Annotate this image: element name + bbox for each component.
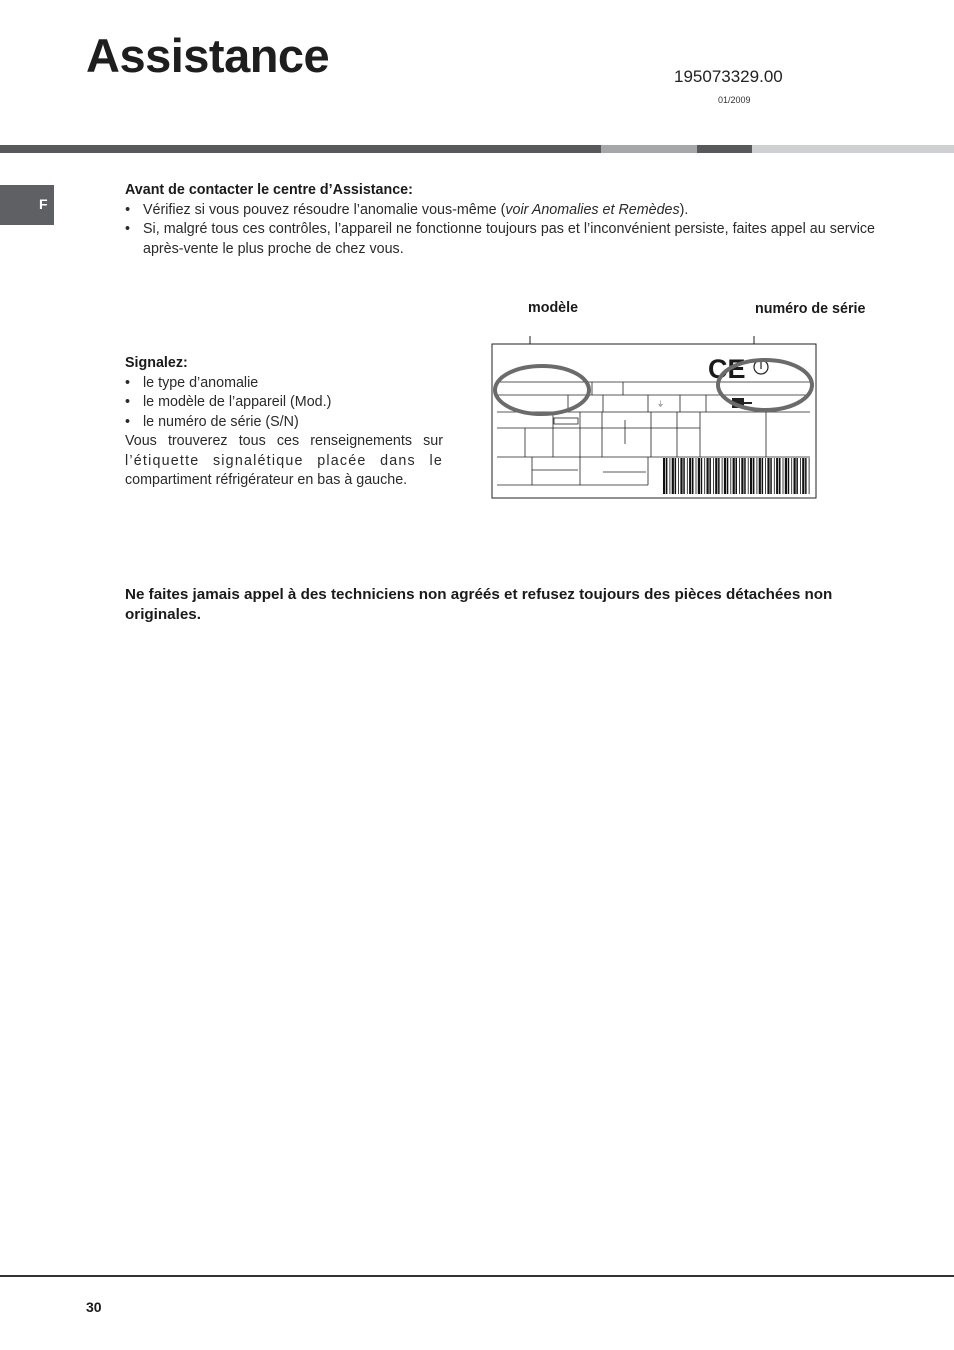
model-label: modèle	[528, 300, 579, 316]
language-tab: F	[0, 185, 54, 225]
antenna-symbol-icon: ⏚	[657, 400, 664, 408]
header-bar-dark-short	[697, 145, 752, 153]
report-note	[125, 432, 443, 491]
page-title: Assistance	[86, 29, 330, 82]
header-bar-dark	[0, 145, 601, 153]
report-heading: Signalez:	[125, 355, 188, 371]
list-item: • le modèle de l’appareil (Mod.)	[125, 393, 443, 413]
list-item: • le type d’anomalie	[125, 374, 443, 394]
item1-suffix: ).	[679, 201, 689, 218]
report-note-line: l’étiquette signalétique placée dans le	[125, 452, 443, 469]
header-bar-mid	[601, 145, 697, 153]
warning-text: Ne faites jamais appel à des techniciens non agréés et refusez toujours des pièces détachées non originales.	[125, 586, 833, 623]
rating-plate-diagram	[480, 336, 825, 506]
footer-rule	[0, 1275, 954, 1277]
report-note-line: Vous trouverez tous ces renseignements sur	[125, 433, 443, 449]
list-item: • le numéro de série (S/N)	[125, 413, 443, 433]
list-item	[125, 201, 875, 221]
page-number: 30	[86, 1299, 102, 1315]
before-contact-section	[125, 181, 875, 259]
list-item: • Si, malgré tous ces contrôles, l’appareil ne fonctionne toujours pas et l’inconvénient persiste, faites appel au service après-vente le plus proche de chez vous.	[125, 220, 875, 259]
item1-reference: voir Anomalies et Remèdes	[505, 201, 680, 218]
ce-mark-icon: CE	[708, 354, 746, 384]
header-bar-light	[752, 145, 954, 153]
item1-prefix: Vérifiez si vous pouvez résoudre l’anomalie vous-même (	[143, 201, 506, 218]
document-date: 01/2009	[718, 95, 751, 105]
before-contact-heading: Avant de contacter le centre d’Assistance:	[125, 182, 413, 198]
serial-label: numéro de série	[755, 301, 866, 317]
report-note-line: compartiment réfrigérateur en bas à gauche.	[125, 472, 408, 488]
report-section	[125, 354, 443, 491]
document-number: 195073329.00	[674, 67, 783, 86]
